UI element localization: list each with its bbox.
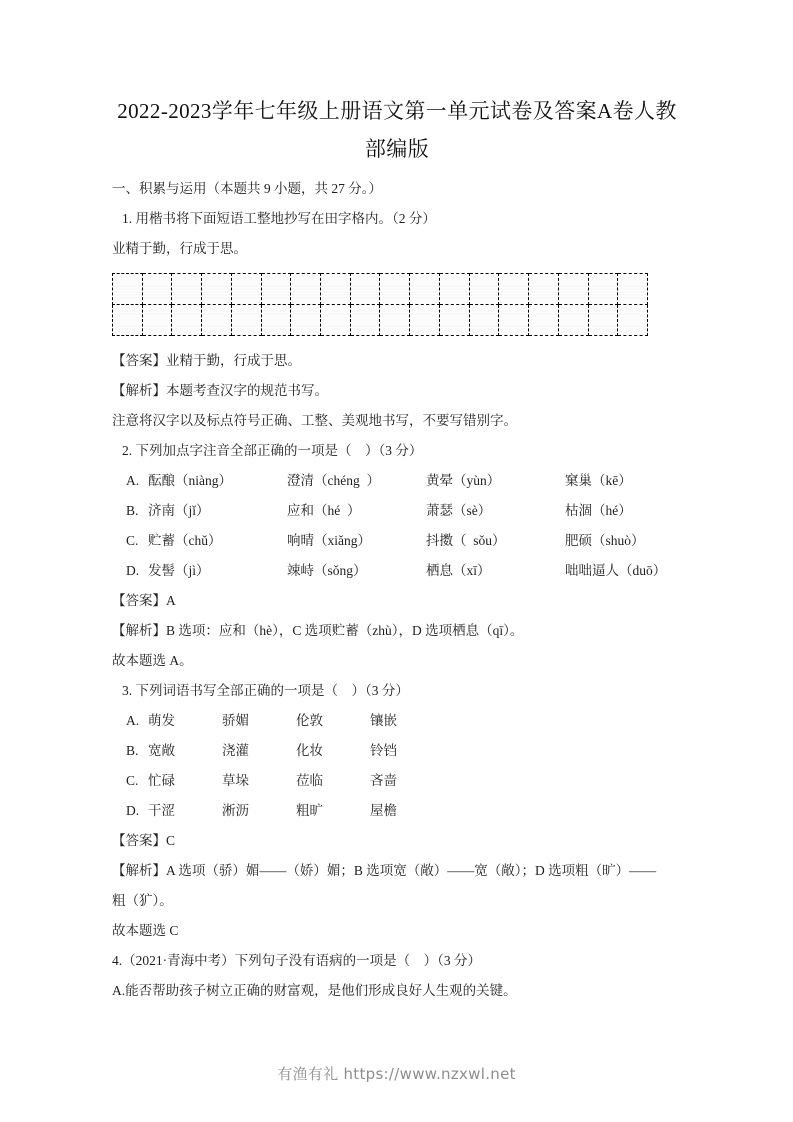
option-cell: 栖息（xī） — [426, 563, 491, 578]
grid-cell[interactable] — [558, 274, 588, 305]
grid-cell[interactable] — [410, 274, 440, 305]
grid-cell[interactable] — [350, 274, 380, 305]
option-cell: 莅临 — [296, 773, 323, 788]
option-cell: 伦敦 — [296, 713, 323, 728]
tianzige-table — [112, 273, 648, 336]
question-4-stem: 4.（2021·青海中考）下列句子没有语病的一项是（ ）（3 分） — [112, 953, 481, 968]
option-cell: 应和（hé ） — [287, 503, 361, 518]
grid-cell[interactable] — [142, 274, 172, 305]
option-letter: C. — [126, 533, 139, 548]
grid-cell[interactable] — [113, 274, 143, 305]
grid-cell[interactable] — [380, 274, 410, 305]
question-2-option-a — [112, 466, 682, 496]
grid-cell[interactable] — [558, 305, 588, 336]
grid-cell[interactable] — [618, 274, 648, 305]
grid-cell[interactable] — [321, 305, 351, 336]
option-letter: B. — [126, 743, 139, 758]
option-letter: A. — [126, 473, 140, 488]
option-letter: D. — [126, 803, 140, 818]
grid-cell[interactable] — [202, 274, 232, 305]
option-letter: D. — [126, 563, 140, 578]
grid-cell[interactable] — [439, 305, 469, 336]
grid-cell[interactable] — [499, 274, 529, 305]
grid-cell[interactable] — [261, 274, 291, 305]
grid-row — [113, 274, 648, 305]
grid-cell[interactable] — [469, 274, 499, 305]
option-cell: 骄媚 — [222, 713, 249, 728]
question-2-option-c — [112, 526, 682, 556]
writing-grid — [112, 273, 682, 336]
option-cell: 宽敞 — [148, 743, 175, 758]
option-cell: 发髻（jì） — [148, 563, 210, 578]
question-2-option-d — [112, 556, 682, 586]
grid-cell[interactable] — [350, 305, 380, 336]
grid-cell[interactable] — [380, 305, 410, 336]
option-cell: 竦峙（sǒng） — [287, 563, 367, 578]
question-2-conclusion: 故本题选 A。 — [112, 653, 193, 668]
grid-cell[interactable] — [202, 305, 232, 336]
question-2-analysis: 【解析】B 选项：应和（hè），C 选项贮蓄（zhù），D 选项栖息（qī）。 — [112, 623, 524, 638]
option-cell: 抖擞（ sǒu） — [426, 533, 506, 548]
question-2-stem: 2. 下列加点字注音全部正确的一项是（ ）（3 分） — [122, 443, 423, 458]
option-cell: 屋檐 — [370, 803, 397, 818]
grid-cell[interactable] — [588, 274, 618, 305]
option-cell: 咄咄逼人（duō） — [565, 563, 667, 578]
option-cell: 萌发 — [148, 713, 175, 728]
option-cell: 铃铛 — [370, 743, 397, 758]
question-3-option-c — [112, 766, 682, 796]
grid-cell[interactable] — [113, 305, 143, 336]
question-3-option-d — [112, 796, 682, 826]
option-cell: 窠巢（kē） — [565, 473, 632, 488]
question-1-answer: 【答案】业精于勤，行成于思。 — [112, 353, 301, 368]
grid-cell[interactable] — [142, 305, 172, 336]
grid-cell[interactable] — [231, 274, 261, 305]
question-1-material: 业精于勤，行成于思。 — [112, 241, 247, 256]
option-cell: 贮蓄（chǔ） — [148, 533, 222, 548]
grid-row — [113, 305, 648, 336]
option-cell: 萧瑟（sè） — [426, 503, 492, 518]
question-3-conclusion: 故本题选 C — [112, 923, 179, 938]
option-cell: 济南（jǐ） — [148, 503, 210, 518]
option-cell: 肥硕（shuò） — [565, 533, 645, 548]
option-cell: 吝啬 — [370, 773, 397, 788]
question-3-answer: 【答案】C — [112, 833, 176, 848]
option-cell: 响晴（xiǎng） — [287, 533, 371, 548]
section-heading: 一、积累与运用（本题共 9 小题，共 27 分。） — [112, 181, 382, 196]
grid-cell[interactable] — [618, 305, 648, 336]
option-cell: 镶嵌 — [370, 713, 397, 728]
grid-cell[interactable] — [231, 305, 261, 336]
question-2-option-b — [112, 496, 682, 526]
option-letter: C. — [126, 773, 139, 788]
question-1-stem: 1. 用楷书将下面短语工整地抄写在田字格内。（2 分） — [122, 211, 436, 226]
grid-cell[interactable] — [321, 274, 351, 305]
option-cell: 化妆 — [296, 743, 323, 758]
grid-cell[interactable] — [439, 274, 469, 305]
grid-cell[interactable] — [529, 274, 559, 305]
option-cell: 枯涸（hé） — [565, 503, 632, 518]
question-4-option-a: A.能否帮助孩子树立正确的财富观，是他们形成良好人生观的关键。 — [112, 983, 517, 998]
grid-cell[interactable] — [261, 305, 291, 336]
question-1-analysis-extra: 注意将汉字以及标点符号正确、工整、美观地书写，不要写错别字。 — [112, 413, 517, 428]
grid-cell[interactable] — [588, 305, 618, 336]
option-cell: 黄晕（yùn） — [426, 473, 501, 488]
page-title: 2022-2023学年七年级上册语文第一单元试卷及答案A卷人教部编版 — [117, 99, 677, 161]
grid-cell[interactable] — [529, 305, 559, 336]
grid-cell[interactable] — [291, 305, 321, 336]
question-3-option-a — [112, 706, 682, 736]
option-letter: B. — [126, 503, 139, 518]
grid-cell[interactable] — [172, 274, 202, 305]
option-cell: 浇灌 — [222, 743, 249, 758]
option-cell: 粗旷 — [296, 803, 323, 818]
question-3-analysis-line2: 粗（犷）。 — [112, 893, 173, 908]
option-cell: 忙碌 — [148, 773, 175, 788]
question-2-answer: 【答案】A — [112, 593, 176, 608]
grid-cell[interactable] — [469, 305, 499, 336]
option-letter: A. — [126, 713, 140, 728]
question-3-option-b — [112, 736, 682, 766]
option-cell: 草垛 — [222, 773, 249, 788]
document-content — [112, 92, 682, 1006]
question-3-stem: 3. 下列词语书写全部正确的一项是（ ）（3 分） — [122, 683, 409, 698]
option-cell: 干涩 — [148, 803, 175, 818]
option-cell: 澄清（chéng ） — [287, 473, 380, 488]
question-1-analysis: 【解析】本题考查汉字的规范书写。 — [112, 383, 328, 398]
grid-cell[interactable] — [410, 305, 440, 336]
option-cell: 酝酿（niàng） — [148, 473, 232, 488]
grid-cell[interactable] — [499, 305, 529, 336]
option-cell: 淅沥 — [222, 803, 249, 818]
grid-cell[interactable] — [172, 305, 202, 336]
footer-watermark: 有渔有礼 https://www.nzxwl.net — [277, 1065, 516, 1083]
grid-cell[interactable] — [291, 274, 321, 305]
question-3-analysis: 【解析】A 选项（骄）媚——（娇）媚；B 选项宽（敞）——宽（敞）；D 选项粗（旷）—— — [112, 863, 657, 878]
